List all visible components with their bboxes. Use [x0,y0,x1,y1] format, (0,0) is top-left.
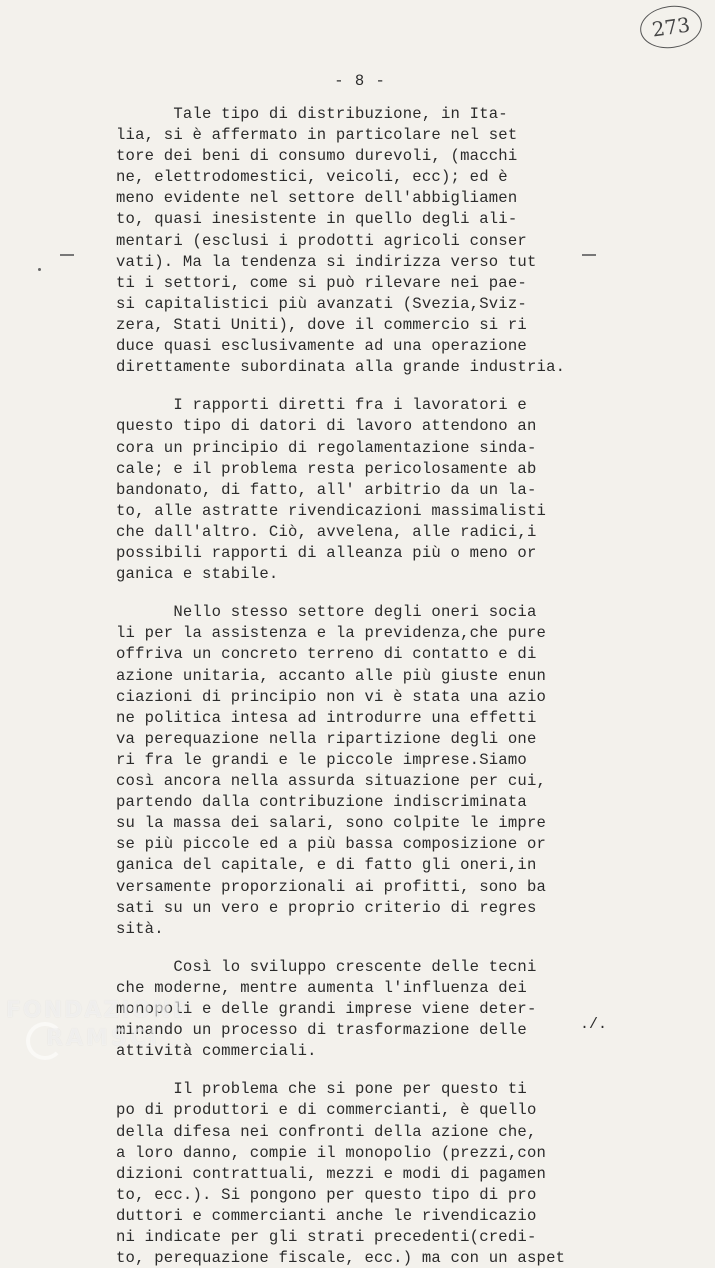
text-line: ne, elettrodomestici, veicoli, ecc); ed è [116,168,508,186]
text-line: attività commerciali. [116,1042,317,1060]
text-line: Nello stesso settore degli oneri socia [116,603,537,621]
text-line: minando un processo di trasformazione delle [116,1021,527,1039]
text-line: I rapporti diretti fra i lavoratori e [116,396,527,414]
margin-dot [38,268,41,271]
text-line: ri fra le grandi e le piccole imprese.Siamo [116,751,527,769]
text-line: to, alle astratte rivendicazioni massimalisti [116,502,547,520]
watermark-line2: RAMSCI [46,1026,161,1051]
archive-number: 273 [650,12,692,42]
text-line: cora un principio di regolamentazione sinda- [116,439,537,457]
text-line: li per la assistenza e la previdenza,che pure [116,624,547,642]
text-line: to, quasi inesistente in quello degli ali- [116,210,518,228]
text-line: vati). Ma la tendenza si indirizza verso tut [116,253,537,271]
text-line: ganica e stabile. [116,565,279,583]
text-line: direttamente subordinata alla grande industria. [116,358,566,376]
text-line: ciazioni di principio non vi è stata una azio [116,688,547,706]
text-line: Tale tipo di distribuzione, in Ita- [116,105,508,123]
text-line: azione unitaria, accanto alle più giuste enun [116,667,547,685]
text-line: lia, si è affermato in particolare nel set [116,126,518,144]
text-line: tore dei beni di consumo durevoli, (macchi [116,147,518,165]
text-line: Il problema che si pone per questo ti [116,1080,527,1098]
text-line: possibili rapporti di alleanza più o meno or [116,544,537,562]
text-line: sità. [116,920,164,938]
text-line: a loro danno, compie il monopolio (prezzi,con [116,1144,547,1162]
text-line: offriva un concreto terreno di contatto e di [116,645,537,663]
text-line: cale; e il problema resta pericolosamente ab [116,460,537,478]
text-line: va perequazione nella ripartizione degli one [116,730,537,748]
text-line: meno evidente nel settore dell'abbigliamen [116,189,518,207]
text-line: mentari (esclusi i prodotti agricoli conser [116,232,527,250]
text-line: duttori e commercianti anche le rivendicazio [116,1207,537,1225]
text-line: ne politica intesa ad introdurre una effetti [116,709,537,727]
text-line: zera, Stati Uniti), dove il commercio si ri [116,316,527,334]
archive-watermark [6,998,190,1074]
text-line: versamente proporzionali ai profitti, sono ba [116,878,547,896]
text-line: su la massa dei salari, sono colpite le impre [116,814,547,832]
text-line: partendo dalla contribuzione indiscriminata [116,793,527,811]
text-line: dizioni contrattuali, mezzi e modi di pagamen [116,1165,547,1183]
text-line: se più piccole ed a più bassa composizione or [116,835,547,853]
text-line: monopoli e delle grandi imprese viene deter- [116,1000,537,1018]
text-line: duce quasi esclusivamente ad una operazione [116,337,527,355]
text-line: to, ecc.). Si pongono per questo tipo di pro [116,1186,537,1204]
text-line: Così lo sviluppo crescente delle tecni [116,958,537,976]
text-line: ti i settori, come si può rilevare nei pae- [116,274,527,292]
text-line: della difesa nei confronti della azione che, [116,1123,537,1141]
text-line: si capitalistici più avanzati (Svezia,Sviz- [116,295,527,313]
text-line: sati su un vero e proprio criterio di regres [116,899,537,917]
text-line: che dall'altro. Ciò, avvelena, alle radici,i [116,523,537,541]
margin-mark [60,254,74,256]
margin-mark [582,254,596,256]
page-number: - 8 - [334,72,386,90]
text-line: ni indicate per gli strati precedenti(credi- [116,1228,537,1246]
text-line: questo tipo di datori di lavoro attendono an [116,417,537,435]
text-line: to, perequazione fiscale, ecc.) ma con un aspet [116,1249,566,1267]
text-line: ganica del capitale, e di fatto gli oneri,in [116,856,537,874]
text-line: bandonato, di fatto, all' arbitrio da un la- [116,481,537,499]
text-line: che moderne, mentre aumenta l'influenza dei [116,979,527,997]
watermark-line1: FONDAZIONE [6,998,190,1023]
text-line: così ancora nella assurda situazione per cui, [116,772,547,790]
text-line: po di produttori e di commercianti, è quello [116,1101,537,1119]
archive-number-stamp [637,2,704,52]
continuation-mark: ./. [580,1016,608,1033]
